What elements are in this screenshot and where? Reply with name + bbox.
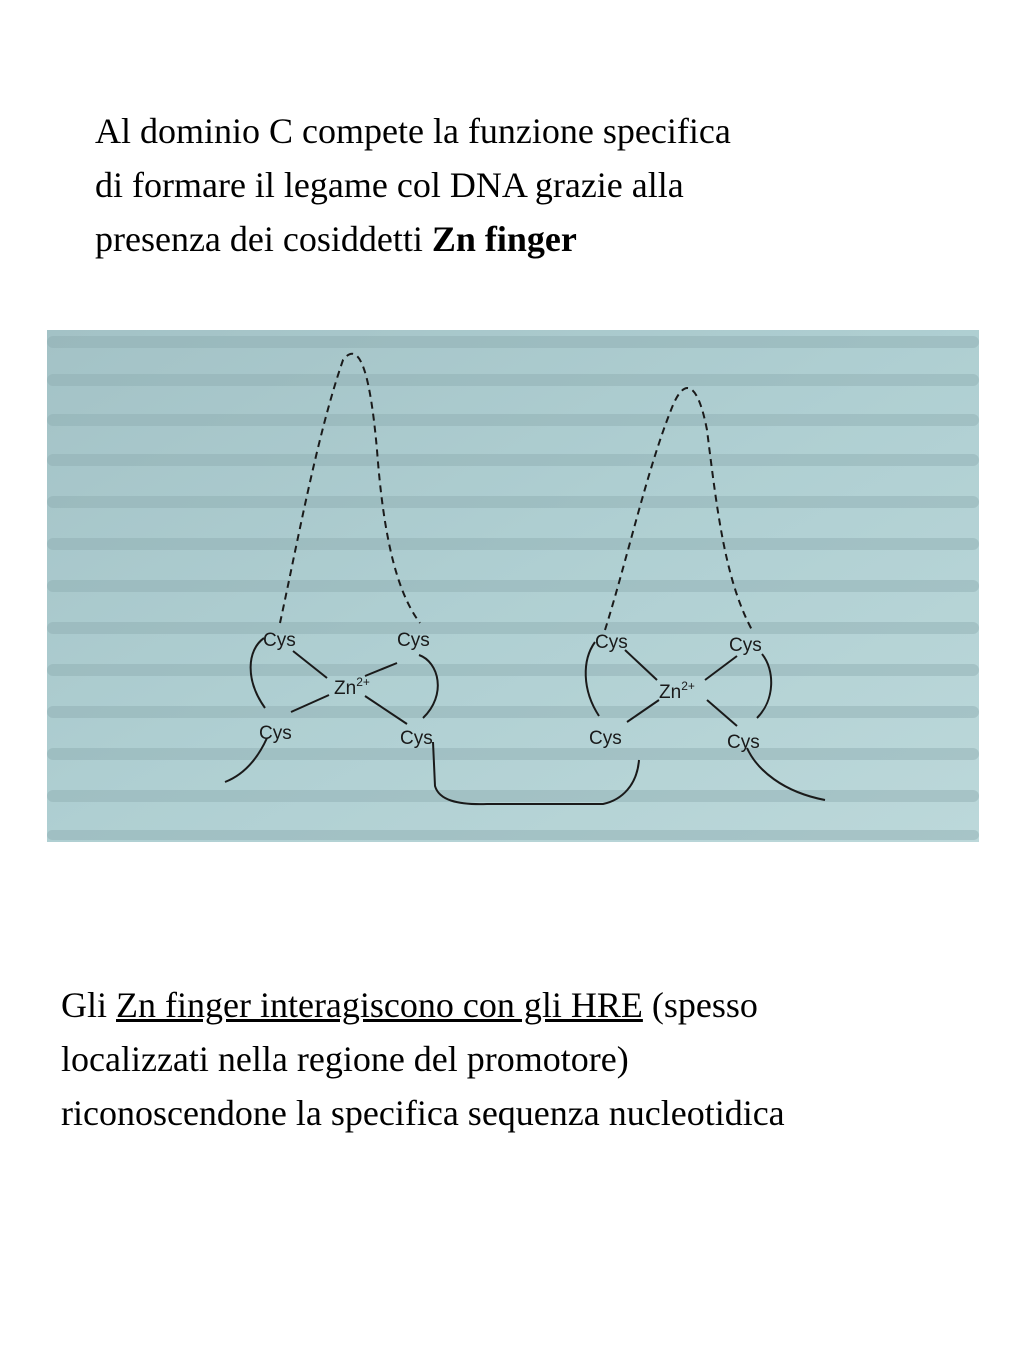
hre-line-1-prefix: Gli [61, 985, 117, 1025]
intro-paragraph [95, 104, 975, 266]
hre-underlined-phrase: Zn finger interagiscono con gli HRE [116, 985, 643, 1025]
zinc-symbol: Zn [659, 682, 682, 703]
cys-label: Cys [595, 632, 628, 653]
cys-label: Cys [263, 630, 296, 651]
cys-label: Cys [729, 635, 762, 656]
cys-label: Cys [259, 723, 292, 744]
zinc-finger-diagram [47, 330, 979, 842]
intro-line-1: Al dominio C compete la funzione specifica [95, 111, 731, 151]
cys-label: Cys [400, 728, 433, 749]
hre-line-1-suffix: (spesso [642, 985, 758, 1025]
hre-line-2: localizzati nella regione del promotore) [61, 1039, 629, 1079]
zn-finger-term: Zn finger [431, 219, 577, 259]
hre-line-1 [61, 978, 1001, 1032]
zinc-charge: 2+ [681, 679, 695, 693]
cys-label: Cys [397, 630, 430, 651]
intro-line-2: di formare il legame col DNA grazie alla [95, 165, 684, 205]
cys-label: Cys [589, 728, 622, 749]
intro-line-3 [95, 212, 975, 266]
hre-line-3: riconoscendone la specifica sequenza nucleotidica [61, 1093, 785, 1133]
zinc-symbol: Zn [334, 678, 357, 699]
cys-label: Cys [727, 732, 760, 753]
intro-line-3-text: presenza dei cosiddetti [95, 219, 432, 259]
hre-paragraph [61, 978, 1001, 1140]
zinc-charge: 2+ [356, 675, 370, 689]
zinc-finger-figure [47, 330, 979, 842]
